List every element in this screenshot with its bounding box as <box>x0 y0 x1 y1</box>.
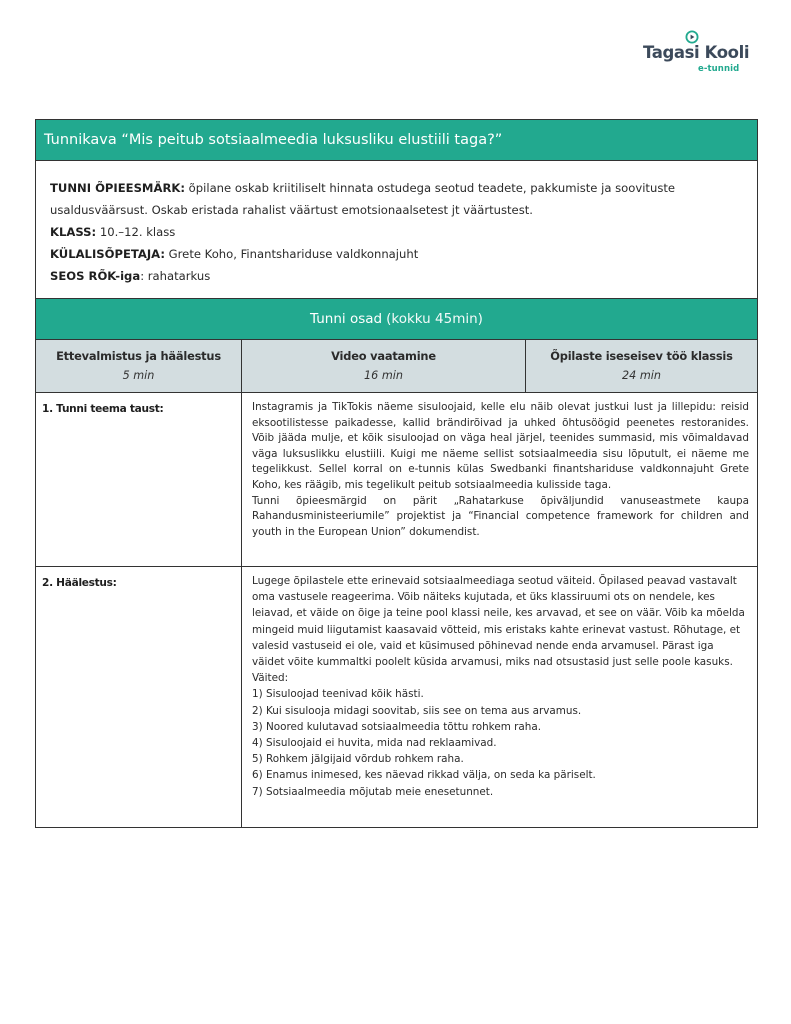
phase-name: Ettevalmistus ja häälestus <box>56 349 221 363</box>
row-content <box>242 393 757 566</box>
background-paragraph: Instagramis ja TikTokis näeme sisuloojaid, kelle elu näib olevat justkui lust ja lillepidu: reisid eksootilistesse paikadesse, kallid brändirõivad ja uhked õhtusöögid peenetes restoranides. Võib jääda mulje, et kõik sisuloojad on väga heal järjel, teenides summasid, mis võimaldavad väga luksuslikku elustiili. Kuigi me näeme sellist sotsiaalmeedia sisu lõputult, ei näeme me tegelikkust. Sellel korral on e-tunnis külas Swedbanki finantshariduse valdkonnajuht Grete Koho, kes räägib, mis tegelikult peitub sotsiaalmeedia kulisside taga. <box>252 401 749 491</box>
statement-item: 4) Sisuloojaid ei huvita, mida nad reklaamivad. <box>252 737 497 750</box>
guest-teacher-text: Grete Koho, Finantshariduse valdkonnajuht <box>165 247 419 261</box>
learning-goal <box>50 177 743 221</box>
class-label: KLASS: <box>50 225 97 239</box>
class-level <box>50 221 743 243</box>
lesson-parts-total: (kokku 45min) <box>386 311 483 327</box>
logo-title: Tagasi Kooli <box>643 43 750 62</box>
guest-teacher <box>50 243 743 265</box>
sources-paragraph: Tunni õpieesmärgid on pärit „Rahatarkuse õpiväljundid vanuseastmete kaupa Rahandusministeeriumile” projektist ja “Financial competence framework for children and youth in the European Union” dokumendist. <box>252 494 749 538</box>
row-content <box>242 567 757 827</box>
lesson-title-bar <box>36 120 757 161</box>
statement-item: 5) Rohkem jälgijaid võrdub rohkem raha. <box>252 753 464 766</box>
lesson-parts-title: Tunni osad <box>310 311 383 327</box>
row-label: 2. Häälestus: <box>36 567 242 827</box>
statement-item: 2) Kui sisulooja midagi soovitab, siis see on tema aus arvamus. <box>252 704 582 717</box>
phase-name: Õpilaste iseseisev töö klassis <box>550 349 733 363</box>
phase-preparation <box>36 340 242 392</box>
logo-subtitle: e-tunnid <box>698 64 740 74</box>
phase-time: 24 min <box>622 369 661 382</box>
learning-goal-label: TUNNI ÕPIEESMÄRK: <box>50 181 185 195</box>
tagasi-kooli-logo <box>640 30 750 78</box>
class-text: 10.–12. klass <box>96 225 176 239</box>
phase-header-row <box>36 340 757 393</box>
lesson-plan-table <box>35 119 758 828</box>
statement-item: 7) Sotsiaalmeedia mõjutab meie enesetunnet. <box>252 785 494 798</box>
statement-item: 1) Sisuloojad teenivad kõik hästi. <box>252 688 424 701</box>
statement-item: 3) Noored kulutavad sotsiaalmeedia tõttu rohkem raha. <box>252 720 542 733</box>
lesson-info <box>36 161 757 299</box>
play-circle-icon <box>685 30 699 44</box>
phase-time: 5 min <box>122 369 155 382</box>
phase-video <box>242 340 526 392</box>
phase-time: 16 min <box>364 369 403 382</box>
phase-independent-work <box>526 340 757 392</box>
phase-name: Video vaatamine <box>331 349 436 363</box>
statements-list <box>252 686 749 799</box>
learning-goal-text: õpilane oskab kriitiliselt hinnata ostudega seotud teadete, pakkumiste ja soovituste usaldusväärsust. Oskab eristada rahalist väärtust emotsionaalsetest jt väärtustest. <box>50 181 676 217</box>
curriculum-label: SEOS RÕK-iga <box>50 269 141 283</box>
warmup-instructions: Lugege õpilastele ette erinevaid sotsiaalmeediaga seotud väiteid. Õpilased peavad vastavalt oma vastusele reageerima. Võib näiteks kujutada, et üks klassiruumi ots on nendele, kes leiavad, et väide on õige ja teine pool klassi neile, kes arvavad, et see on väär. Võib ka mõelda mingeid muid liigutamist kaasavaid võtteid, mis eristaks kahte erinevat vastust. Rõhutage, et valesid vastuseid ei ole, vaid et küsimused põhinevad nende enda arvamusel. Pärast iga väidet võite kummaltki poolelt küsida arvamusi, miks nad otsustasid just selle poole kasuks. <box>252 575 745 669</box>
table-row-topic-background <box>36 393 757 566</box>
curriculum-text: : rahatarkus <box>140 269 211 283</box>
statements-label: Väited: <box>252 672 289 685</box>
curriculum-link <box>50 265 743 287</box>
row-label: 1. Tunni teema taust: <box>36 393 242 566</box>
guest-teacher-label: KÜLALISÕPETAJA: <box>50 247 165 261</box>
lesson-parts-bar <box>36 299 757 340</box>
statement-item: 6) Enamus inimesed, kes näevad rikkad välja, on seda ka päriselt. <box>252 769 596 782</box>
lesson-title: Tunnikava “Mis peitub sotsiaalmeedia luksusliku elustiili taga?” <box>44 132 503 148</box>
table-row-warmup <box>36 566 757 827</box>
